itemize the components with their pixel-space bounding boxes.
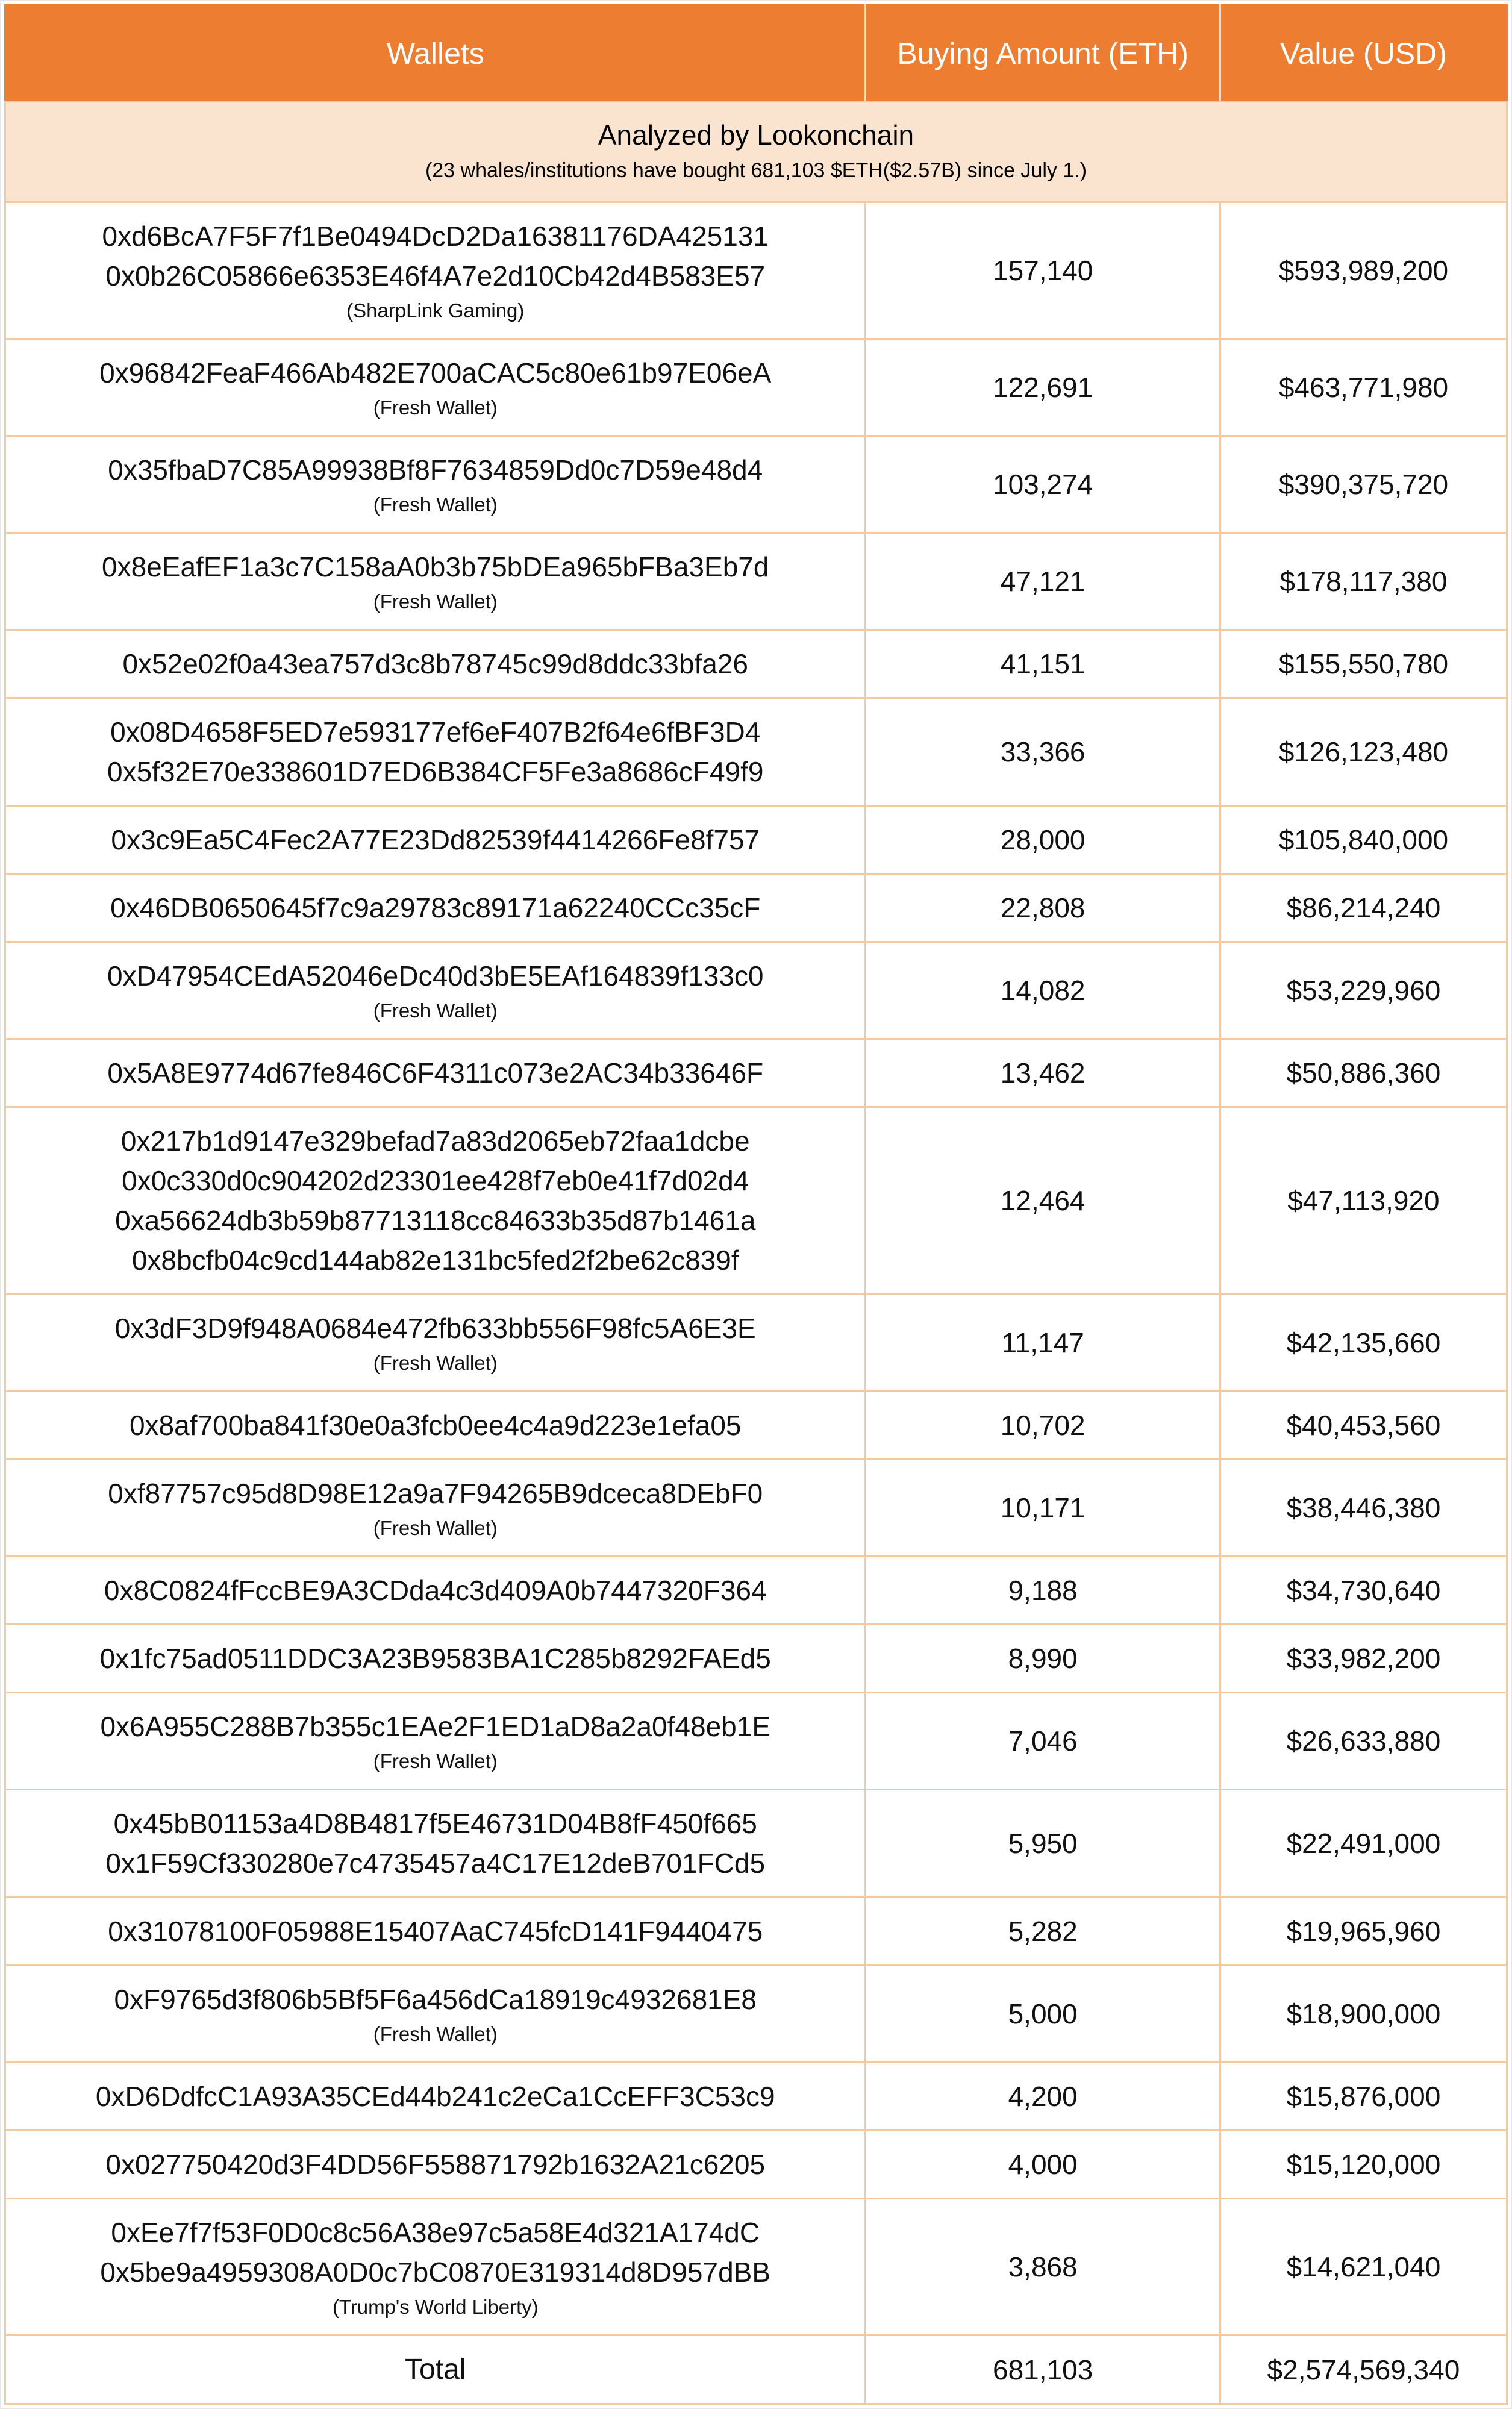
- wallet-address: 0x0b26C05866e6353E46f4A7e2d10Cb42d4B583E57: [105, 260, 766, 292]
- wallet-row: [5, 698, 1507, 806]
- eth-amount-cell: 4,200: [866, 2063, 1220, 2131]
- wallet-cell: [5, 1625, 866, 1693]
- wallet-label: (Fresh Wallet): [373, 1517, 498, 1539]
- wallet-row: [5, 1392, 1507, 1460]
- analysis-subheader-row: [5, 102, 1507, 202]
- col-header-wallets: Wallets: [5, 5, 866, 102]
- analysis-subheader-cell: [5, 102, 1507, 202]
- eth-amount-cell: 3,868: [866, 2199, 1220, 2336]
- wallet-label: (Fresh Wallet): [373, 1352, 498, 1374]
- wallet-address: 0x3dF3D9f948A0684e472fb633bb556F98fc5A6E3E: [114, 1313, 756, 1344]
- wallet-row: [5, 1790, 1507, 1898]
- usd-value-cell: $33,982,200: [1220, 1625, 1507, 1693]
- usd-value-cell: $47,113,920: [1220, 1107, 1507, 1295]
- wallet-row: [5, 1898, 1507, 1966]
- eth-amount-cell: 28,000: [866, 806, 1220, 874]
- usd-value-cell: $593,989,200: [1220, 202, 1507, 339]
- wallet-address: 0x8bcfb04c9cd144ab82e131bc5fed2f2be62c839f: [131, 1245, 739, 1276]
- wallet-address: 0xD47954CEdA52046eDc40d3bE5EAf164839f133c0: [107, 960, 764, 992]
- eth-amount-cell: 5,950: [866, 1790, 1220, 1898]
- usd-value-cell: $126,123,480: [1220, 698, 1507, 806]
- wallet-address: 0xf87757c95d8D98E12a9a7F94265B9dceca8DEbF0: [108, 1478, 763, 1509]
- wallet-cell: [5, 2131, 866, 2199]
- wallet-cell: [5, 1790, 866, 1898]
- wallet-cell: [5, 1898, 866, 1966]
- wallet-address: 0x31078100F05988E15407AaC745fcD141F9440475: [108, 1916, 763, 1947]
- wallet-cell: [5, 874, 866, 942]
- col-header-buying-amount: Buying Amount (ETH): [866, 5, 1220, 102]
- wallet-address: 0x52e02f0a43ea757d3c8b78745c99d8ddc33bfa26: [122, 648, 749, 680]
- wallet-row: [5, 1039, 1507, 1107]
- wallet-cell: [5, 2199, 866, 2336]
- wallet-row: [5, 1693, 1507, 1790]
- eth-amount-cell: 157,140: [866, 202, 1220, 339]
- usd-value-cell: $19,965,960: [1220, 1898, 1507, 1966]
- wallet-label: (Trump's World Liberty): [332, 2296, 539, 2318]
- table-body: [5, 202, 1507, 2336]
- wallet-label: (Fresh Wallet): [373, 1750, 498, 1772]
- eth-amount-cell: 10,171: [866, 1460, 1220, 1557]
- whale-buying-table: [4, 4, 1508, 2405]
- wallet-address: 0xa56624db3b59b87713118cc84633b35d87b1461a: [115, 1205, 756, 1236]
- wallet-cell: [5, 630, 866, 698]
- eth-amount-cell: 5,282: [866, 1898, 1220, 1966]
- usd-value-cell: $40,453,560: [1220, 1392, 1507, 1460]
- wallet-label: (Fresh Wallet): [373, 590, 498, 613]
- eth-amount-cell: 11,147: [866, 1295, 1220, 1392]
- eth-amount-cell: 5,000: [866, 1966, 1220, 2063]
- usd-value-cell: $86,214,240: [1220, 874, 1507, 942]
- wallet-row: [5, 1460, 1507, 1557]
- wallet-address: 0x8C0824fFccBE9A3CDda4c3d409A0b7447320F364: [104, 1575, 767, 1606]
- wallet-row: [5, 2131, 1507, 2199]
- wallet-row: [5, 1625, 1507, 1693]
- wallet-address: 0x3c9Ea5C4Fec2A77E23Dd82539f4414266Fe8f757: [111, 824, 760, 855]
- wallet-cell: [5, 1557, 866, 1625]
- eth-amount-cell: 22,808: [866, 874, 1220, 942]
- usd-value-cell: $105,840,000: [1220, 806, 1507, 874]
- wallet-address: 0x5A8E9774d67fe846C6F4311c073e2AC34b33646F: [107, 1057, 764, 1089]
- total-row: [5, 2336, 1507, 2404]
- usd-value-cell: $15,876,000: [1220, 2063, 1507, 2131]
- wallet-cell: [5, 436, 866, 533]
- wallet-address: 0x45bB01153a4D8B4817f5E46731D04B8fF450f665: [113, 1808, 757, 1839]
- wallet-row: [5, 436, 1507, 533]
- wallet-cell: [5, 1460, 866, 1557]
- eth-amount-cell: 103,274: [866, 436, 1220, 533]
- analysis-note: (23 whales/institutions have bought 681,103 $ETH($2.57B) since July 1.): [425, 159, 1087, 182]
- wallet-cell: [5, 339, 866, 436]
- wallet-address: 0x46DB0650645f7c9a29783c89171a62240CCc35cF: [110, 892, 761, 923]
- total-eth-amount: 681,103: [866, 2336, 1220, 2404]
- wallet-address: 0x027750420d3F4DD56F558871792b1632A21c6205: [105, 2149, 766, 2180]
- wallet-address: 0x217b1d9147e329befad7a83d2065eb72faa1dcbe: [120, 1125, 750, 1157]
- eth-amount-cell: 8,990: [866, 1625, 1220, 1693]
- wallet-cell: [5, 1039, 866, 1107]
- wallet-address: 0xEe7f7f53F0D0c8c56A38e97c5a58E4d321A174dC: [111, 2217, 760, 2248]
- total-label: Total: [5, 2336, 866, 2404]
- usd-value-cell: $390,375,720: [1220, 436, 1507, 533]
- wallet-address: 0xD6DdfcC1A93A35CEd44b241c2eCa1CcEFF3C53c9: [95, 2081, 775, 2112]
- eth-amount-cell: 33,366: [866, 698, 1220, 806]
- wallet-row: [5, 202, 1507, 339]
- usd-value-cell: $18,900,000: [1220, 1966, 1507, 2063]
- wallet-cell: [5, 1966, 866, 2063]
- wallet-address: 0x5be9a4959308A0D0c7bC0870E319314d8D957dBB: [100, 2257, 771, 2288]
- wallet-address: 0x08D4658F5ED7e593177ef6eF407B2f64e6fBF3D4: [110, 716, 761, 748]
- wallet-row: [5, 942, 1507, 1039]
- table-header: [5, 5, 1507, 202]
- wallet-address: 0xd6BcA7F5F7f1Be0494DcD2Da16381176DA425131: [102, 220, 769, 252]
- wallet-row: [5, 339, 1507, 436]
- usd-value-cell: $15,120,000: [1220, 2131, 1507, 2199]
- wallet-cell: [5, 202, 866, 339]
- eth-amount-cell: 12,464: [866, 1107, 1220, 1295]
- wallet-address: 0x5f32E70e338601D7ED6B384CF5Fe3a8686cF49f9: [107, 756, 764, 787]
- wallet-label: (SharpLink Gaming): [346, 299, 525, 322]
- eth-amount-cell: 47,121: [866, 533, 1220, 630]
- wallet-row: [5, 1966, 1507, 2063]
- usd-value-cell: $155,550,780: [1220, 630, 1507, 698]
- wallet-cell: [5, 698, 866, 806]
- wallet-row: [5, 874, 1507, 942]
- wallet-row: [5, 1107, 1507, 1295]
- usd-value-cell: $22,491,000: [1220, 1790, 1507, 1898]
- wallet-address: 0x1F59Cf330280e7c4735457a4C17E12deB701FCd5: [105, 1848, 766, 1879]
- wallet-cell: [5, 1295, 866, 1392]
- wallet-row: [5, 1295, 1507, 1392]
- wallet-address: 0xF9765d3f806b5Bf5F6a456dCa18919c4932681E8: [114, 1984, 757, 2015]
- wallet-row: [5, 533, 1507, 630]
- wallet-cell: [5, 1693, 866, 1790]
- wallet-cell: [5, 942, 866, 1039]
- usd-value-cell: $26,633,880: [1220, 1693, 1507, 1790]
- wallet-address: 0x35fbaD7C85A99938Bf8F7634859Dd0c7D59e48d4: [108, 454, 763, 486]
- wallet-cell: [5, 1107, 866, 1295]
- wallet-row: [5, 630, 1507, 698]
- eth-amount-cell: 41,151: [866, 630, 1220, 698]
- eth-amount-cell: 13,462: [866, 1039, 1220, 1107]
- wallet-cell: [5, 1392, 866, 1460]
- wallet-cell: [5, 806, 866, 874]
- usd-value-cell: $463,771,980: [1220, 339, 1507, 436]
- usd-value-cell: $53,229,960: [1220, 942, 1507, 1039]
- eth-amount-cell: 122,691: [866, 339, 1220, 436]
- wallet-row: [5, 806, 1507, 874]
- wallet-address: 0x8eEafEF1a3c7C158aA0b3b75bDEa965bFBa3Eb7d: [102, 551, 769, 583]
- eth-amount-cell: 10,702: [866, 1392, 1220, 1460]
- usd-value-cell: $34,730,640: [1220, 1557, 1507, 1625]
- usd-value-cell: $38,446,380: [1220, 1460, 1507, 1557]
- usd-value-cell: $42,135,660: [1220, 1295, 1507, 1392]
- wallet-address: 0x0c330d0c904202d23301ee428f7eb0e41f7d02d4: [122, 1165, 749, 1196]
- column-header-row: [5, 5, 1507, 102]
- wallet-address: 0x8af700ba841f30e0a3fcb0ee4c4a9d223e1efa05: [129, 1410, 742, 1441]
- wallet-row: [5, 2063, 1507, 2131]
- wallet-cell: [5, 2063, 866, 2131]
- eth-amount-cell: 4,000: [866, 2131, 1220, 2199]
- wallet-address: 0x6A955C288B7b355c1EAe2F1ED1aD8a2a0f48eb1E: [100, 1711, 771, 1742]
- eth-amount-cell: 7,046: [866, 1693, 1220, 1790]
- wallet-row: [5, 1557, 1507, 1625]
- usd-value-cell: $50,886,360: [1220, 1039, 1507, 1107]
- total-usd-value: $2,574,569,340: [1220, 2336, 1507, 2404]
- eth-amount-cell: 14,082: [866, 942, 1220, 1039]
- table-footer: [5, 2336, 1507, 2404]
- wallet-address: 0x96842FeaF466Ab482E700aCAC5c80e61b97E06eA: [99, 357, 772, 389]
- usd-value-cell: $14,621,040: [1220, 2199, 1507, 2336]
- wallet-address: 0x1fc75ad0511DDC3A23B9583BA1C285b8292FAEd5: [99, 1643, 771, 1674]
- analysis-title: Analyzed by Lookonchain: [598, 119, 914, 151]
- wallet-label: (Fresh Wallet): [373, 2023, 498, 2045]
- col-header-value-usd: Value (USD): [1220, 5, 1507, 102]
- wallet-cell: [5, 533, 866, 630]
- wallet-label: (Fresh Wallet): [373, 493, 498, 516]
- wallet-label: (Fresh Wallet): [373, 396, 498, 419]
- usd-value-cell: $178,117,380: [1220, 533, 1507, 630]
- eth-amount-cell: 9,188: [866, 1557, 1220, 1625]
- wallet-row: [5, 2199, 1507, 2336]
- wallet-label: (Fresh Wallet): [373, 999, 498, 1022]
